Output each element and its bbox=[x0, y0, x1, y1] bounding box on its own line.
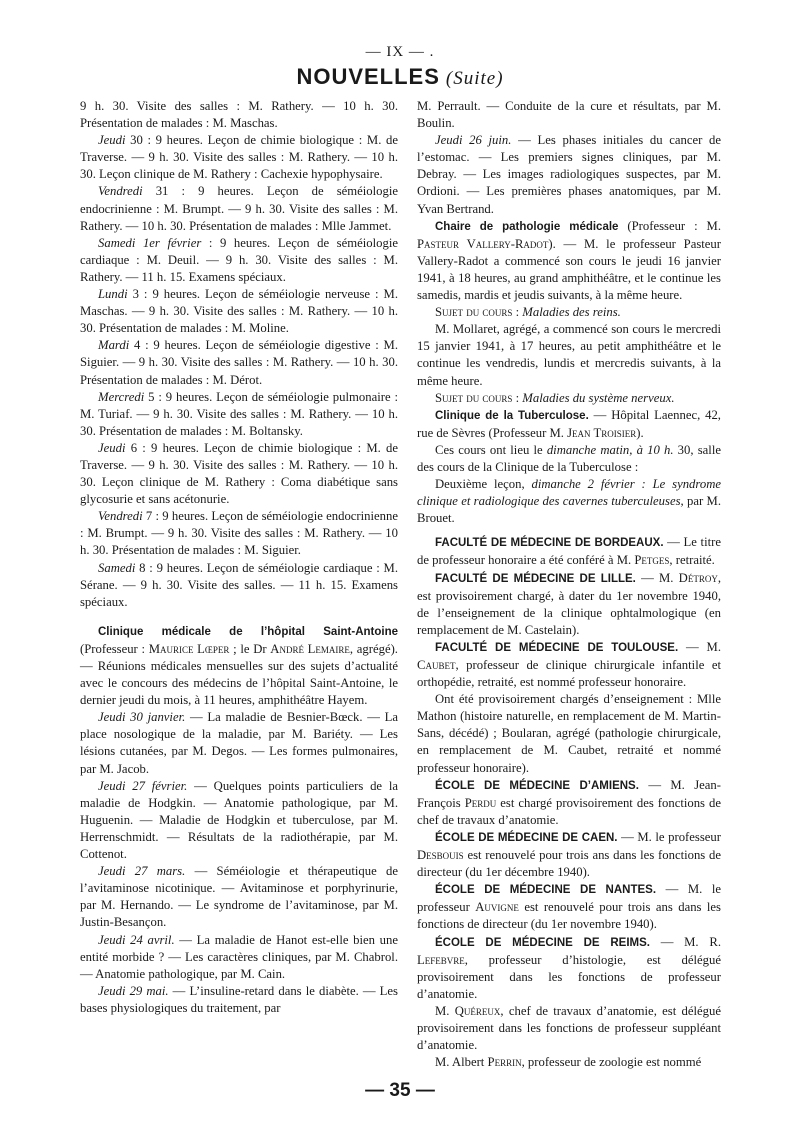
text-run: M. bbox=[435, 1003, 455, 1018]
text-run: 3 : 9 heures. Leçon de séméiologie nerveuse : M. Maschas. — 9 h. 30. Visite des salles : M. Rathery. — 10 h. 30. Présentation de malades : M. Moline. bbox=[80, 287, 398, 336]
paragraph bbox=[417, 1054, 721, 1071]
text-run: , chef de travaux d’anatomie, est délégué provisoirement dans les fonctions de professeur suppléant d’anatomie. bbox=[417, 1003, 721, 1053]
section-ecole-nantes bbox=[417, 881, 721, 933]
text-run: 7 : 9 heures. Leçon de séméiologie endocrinienne : M. Brumpt. — 9 h. 30. Visite des salles : M. Rathery. — 10 h. 30. Présentation de malades : M. Siguier. bbox=[80, 509, 398, 558]
text-run: Perrin bbox=[487, 1055, 522, 1070]
text-run: 31 : 9 heures. Leçon de séméiologie endocrinienne : M. Brumpt. — 9 h. 30. Visite des salles : M. Rathery. — 10 h. 30. Présentation de malades : Mlle Jammet. bbox=[80, 184, 398, 233]
text-run: Lundi bbox=[98, 287, 128, 302]
section-clinique-tuberculose bbox=[417, 407, 721, 442]
paragraph bbox=[80, 98, 398, 132]
text-run: ÉCOLE DE MÉDECINE DE REIMS. bbox=[435, 936, 650, 949]
text-run: Lefebvre bbox=[417, 952, 465, 967]
text-run: 6 : 9 heures. Leçon de chimie biologique : M. de Traverse. — 9 h. 30. Visite des salles : M. Rathery. — 10 h. 30. Leçon clinique de M. Rathery : Coma diabétique sans glycosurie et sans acétonurie. bbox=[80, 440, 398, 507]
paragraph bbox=[80, 132, 398, 183]
text-run: — L’insuline-retard dans le diabète. — Les bases physiologiques du traitement, par bbox=[80, 983, 398, 1015]
text-run: Desbouis bbox=[417, 848, 464, 863]
section-chaire-pathologie bbox=[417, 218, 721, 304]
text-run: ). bbox=[636, 425, 644, 440]
paragraph bbox=[417, 476, 721, 527]
text-run: ÉCOLE DE MÉDECINE D’AMIENS. bbox=[435, 779, 639, 792]
text-run: Maladies des reins. bbox=[522, 305, 621, 320]
paragraph bbox=[80, 337, 398, 388]
left-column bbox=[80, 98, 398, 1017]
text-run: ÉCOLE DE MÉDECINE DE NANTES. bbox=[435, 884, 657, 897]
text-run: Deuxième leçon, bbox=[435, 477, 532, 492]
paragraph bbox=[80, 983, 398, 1017]
text-run: Caubet bbox=[417, 658, 456, 672]
text-run: est renouvelé pour trois ans dans les fonctions de directeur (du 1er décembre 1940). bbox=[417, 848, 721, 880]
text-run: (Professeur : M. bbox=[618, 218, 721, 233]
text-run: — Hôpital Laennec, 42, rue de Sèvres (Professeur M. bbox=[417, 407, 721, 440]
text-run: M. Albert bbox=[435, 1055, 488, 1070]
text-run: dimanche 2 février : Le syndrome clinique et radiologique des cavernes tuberculeuses, bbox=[417, 477, 721, 509]
text-run: Mardi bbox=[98, 338, 130, 353]
text-run: (Professeur : bbox=[80, 641, 149, 656]
text-run: FACULTÉ DE MÉDECINE DE TOULOUSE. bbox=[435, 641, 679, 654]
text-run: dimanche matin, à 10 h. bbox=[546, 442, 674, 457]
text-run: : bbox=[512, 305, 523, 320]
text-run: Perdu bbox=[464, 795, 497, 810]
text-run: Quéreux bbox=[454, 1003, 501, 1018]
text-run: est renouvelé pour trois ans dans les fonctions de directeur (du 1er novembre 1940). bbox=[417, 900, 721, 932]
paragraph bbox=[80, 389, 398, 440]
right-column bbox=[417, 98, 721, 1071]
text-run: Maurice Lœper bbox=[148, 641, 230, 656]
text-run: , est provisoirement chargé, à dater du 1er novembre 1940, de l’enseignement de la clinique ophtalmologique (en remplacement de M. Castelain). bbox=[417, 570, 721, 637]
text-run: Mercredi bbox=[98, 389, 145, 404]
paragraph bbox=[80, 560, 398, 611]
paragraph bbox=[80, 709, 398, 777]
text-run: Jeudi 29 mai. bbox=[98, 983, 169, 998]
text-run: , retraité. bbox=[669, 553, 715, 568]
text-run: — Le titre de professeur honoraire a été conféré à M. bbox=[417, 535, 721, 568]
paragraph bbox=[80, 440, 398, 508]
paragraph bbox=[417, 1003, 721, 1054]
text-run: Jeudi 24 avril. bbox=[98, 932, 175, 947]
text-run: : 9 heures. Leçon de séméiologie cardiaque : M. Deuil. — 9 h. 30. Visite des salles : M. Rathery. — 11 h. 15. Examens spéciaux. bbox=[80, 235, 398, 284]
section-clinique-saint-antoine bbox=[80, 623, 398, 709]
text-run: 8 : 9 heures. Leçon de séméiologie cardiaque : M. Sérane. — 9 h. 30. Visite des salles. — 11 h. 15. Examens spéciaux. bbox=[80, 560, 398, 609]
paragraph bbox=[80, 778, 398, 863]
text-run: — M. bbox=[635, 570, 679, 585]
text-run: Ont été provisoirement chargés d’enseignement : Mlle Mathon (histoire naturelle, en remplacement de M. Martin-Sans, décédé) ; Boularan, agrégé (pathologie chirurgicale, en remplacement de M. Caubet, retraité et nommé professeur honoraire). bbox=[417, 692, 721, 775]
text-run: Jeudi 27 mars. bbox=[98, 864, 186, 879]
text-run: Auvigne bbox=[475, 900, 519, 915]
text-run: est chargé provisoirement des fonctions de chef de travaux d’anatomie. bbox=[417, 795, 721, 827]
text-run: FACULTÉ DE MÉDECINE DE LILLE. bbox=[435, 572, 636, 585]
text-run: Sujet du cours bbox=[435, 305, 513, 320]
text-run: 9 h. 30. Visite des salles : M. Rathery. — 10 h. 30. Présentation de malades : M. Maschas. bbox=[80, 99, 398, 131]
section-ecole-amiens bbox=[417, 777, 721, 829]
paragraph bbox=[417, 442, 721, 476]
text-run: M. Perrault. — Conduite de la cure et résultats, par M. Boulin. bbox=[417, 99, 721, 131]
text-run: Maladies du système nerveux. bbox=[522, 390, 675, 405]
text-run: ; le Dr bbox=[229, 641, 271, 656]
section-faculte-bordeaux bbox=[417, 534, 721, 569]
paragraph bbox=[417, 132, 721, 217]
text-run: — Séméiologie et thérapeutique de l’avitaminose nicotinique. — Avitaminose et porphyrinurie, par M. Hernando. — Le syndrome de l’avitaminose, par M. Justin-Besançon. bbox=[80, 864, 399, 930]
text-run: — M. bbox=[678, 639, 721, 654]
paragraph bbox=[80, 235, 398, 286]
roman-page-number: — IX — . bbox=[365, 44, 435, 60]
text-run: Vendredi bbox=[98, 184, 143, 199]
text-run: Clinique médicale de l’hôpital Saint-Antoine bbox=[98, 625, 398, 638]
page-number: — 35 — bbox=[365, 1080, 435, 1101]
text-run: Pasteur Vallery-Radot bbox=[417, 236, 549, 251]
text-run: ). — M. le professeur Pasteur Vallery-Radot a commencé son cours le jeudi 16 janvier 1941, à 18 heures, au grand amphithéâtre, et le continue les samedis, mardis et jeudis suivants, à la même heure. bbox=[417, 236, 721, 303]
text-run: , professeur de clinique chirurgicale infantile et orthopédie, retraité, est nommé professeur honoraire. bbox=[417, 658, 721, 690]
text-run: ÉCOLE DE MÉDECINE DE CAEN. bbox=[435, 831, 618, 844]
text-run: par M. Brouet. bbox=[417, 494, 721, 526]
text-run: 30, salle des cours de la Clinique de la Tuberculose : bbox=[417, 442, 721, 474]
text-run: André Lemaire bbox=[270, 641, 350, 656]
text-run: 4 : 9 heures. Leçon de séméiologie digestive : M. Siguier. — 9 h. 30. Visite des salles : M. Rathery. — 10 h. 30. Présentation de malades : M. Dérot. bbox=[80, 338, 398, 387]
text-run: Petges bbox=[634, 553, 670, 568]
section-heading bbox=[0, 64, 800, 90]
text-run: — M. le professeur bbox=[417, 882, 721, 915]
text-run: Sujet du cours bbox=[435, 390, 513, 405]
section-faculte-toulouse bbox=[417, 639, 721, 691]
paragraph bbox=[80, 508, 398, 559]
text-run: — M. le professeur bbox=[617, 829, 721, 844]
text-run: — M. Jean-François bbox=[417, 777, 721, 810]
text-run: Samedi bbox=[98, 560, 136, 575]
text-run: Jeudi bbox=[98, 133, 126, 148]
paragraph bbox=[417, 98, 721, 132]
text-run: Ces cours ont lieu le bbox=[435, 442, 547, 457]
text-run: Jeudi 26 juin. bbox=[435, 133, 512, 148]
paragraph bbox=[80, 183, 398, 234]
text-run: — La maladie de Besnier-Bœck. — La place nosologique de la maladie, par M. Bariéty. — Les lésions cutanées, par M. Degos. — Les formes pulmonaires, par M. Jacob. bbox=[80, 710, 398, 776]
text-run: Jeudi bbox=[98, 440, 126, 455]
text-run: M. Mollaret, agrégé, a commencé son cours le mercredi 15 janvier 1941, à 17 heures, au petit amphithéâtre et le continue les vendredis, lundis et mercredis suivants, à la même heure. bbox=[417, 322, 721, 388]
text-run: Jeudi 27 février. bbox=[98, 778, 188, 793]
paragraph bbox=[80, 932, 398, 983]
text-run: : bbox=[512, 390, 523, 405]
text-run: — Les phases initiales du cancer de l’estomac. — Les premiers signes cliniques, par M. Debray. — Les images radiologiques suspectes, par M. Ordioni. — Les premières phases anatomiques, par M. Yvan Bertrand. bbox=[417, 133, 721, 216]
text-run: Détroy bbox=[678, 570, 718, 585]
text-run: Vendredi bbox=[98, 509, 143, 524]
text-run: Jean Troisier bbox=[567, 425, 637, 440]
text-run: Samedi 1er février bbox=[98, 235, 202, 250]
paragraph bbox=[417, 321, 721, 389]
text-run: — Quelques points particuliers de la maladie de Hodgkin. — Anatomie pathologique, par M. Huguenin. — Maladie de Hodgkin et tuberculose, par M. Herrenschmidt. — Résultats de la radiothérapie, par M. Cottenot. bbox=[80, 778, 399, 862]
paragraph bbox=[80, 863, 398, 931]
text-run: Jeudi 30 janvier. bbox=[98, 710, 186, 725]
text-run: — M. R. bbox=[649, 934, 721, 949]
section-faculte-lille bbox=[417, 570, 721, 639]
text-run: FACULTÉ DE MÉDECINE DE BORDEAUX. bbox=[435, 537, 664, 550]
text-run: Chaire de pathologie médicale bbox=[435, 220, 619, 233]
text-run: — La maladie de Hanot est-elle bien une entité morbide ? — Les caractères cliniques, par M. Chabrol. — Anatomie pathologique, par M. Cain. bbox=[80, 932, 398, 981]
text-run: , professeur de zoologie est nommé bbox=[521, 1055, 702, 1070]
paragraph bbox=[417, 304, 721, 321]
section-ecole-caen bbox=[417, 829, 721, 881]
text-run: , professeur d’histologie, est délégué provisoirement dans les fonctions de professeur d’anatomie. bbox=[417, 952, 721, 1001]
heading-suite: (Suite) bbox=[445, 68, 504, 89]
paragraph bbox=[417, 691, 721, 776]
section-ecole-reims bbox=[417, 934, 721, 1003]
text-run: 30 : 9 heures. Leçon de chimie biologique : M. de Traverse. — 9 h. 30. Visite des salles : M. Rathery. — 10 h. 30. Leçon clinique de M. Rathery : Cachexie hypophysaire. bbox=[80, 133, 398, 182]
text-run: 5 : 9 heures. Leçon de séméiologie pulmonaire : M. Turiaf. — 9 h. 30. Visite des salles : M. Rathery. — 10 h. 30. Présentation de malades : M. Boltansky. bbox=[80, 389, 398, 438]
text-run: , agrégé). — Réunions médicales mensuelles sur des sujets d’actualité avec le concours des médecins de l’hôpital Saint-Antoine, le dernier jeudi du mois, à 11 heures, amphithéâtre Hayem. bbox=[80, 641, 398, 708]
paragraph bbox=[417, 390, 721, 407]
paragraph bbox=[80, 286, 398, 337]
text-run: Clinique de la Tuberculose. bbox=[435, 409, 589, 422]
heading-title: NOUVELLES bbox=[296, 64, 440, 89]
